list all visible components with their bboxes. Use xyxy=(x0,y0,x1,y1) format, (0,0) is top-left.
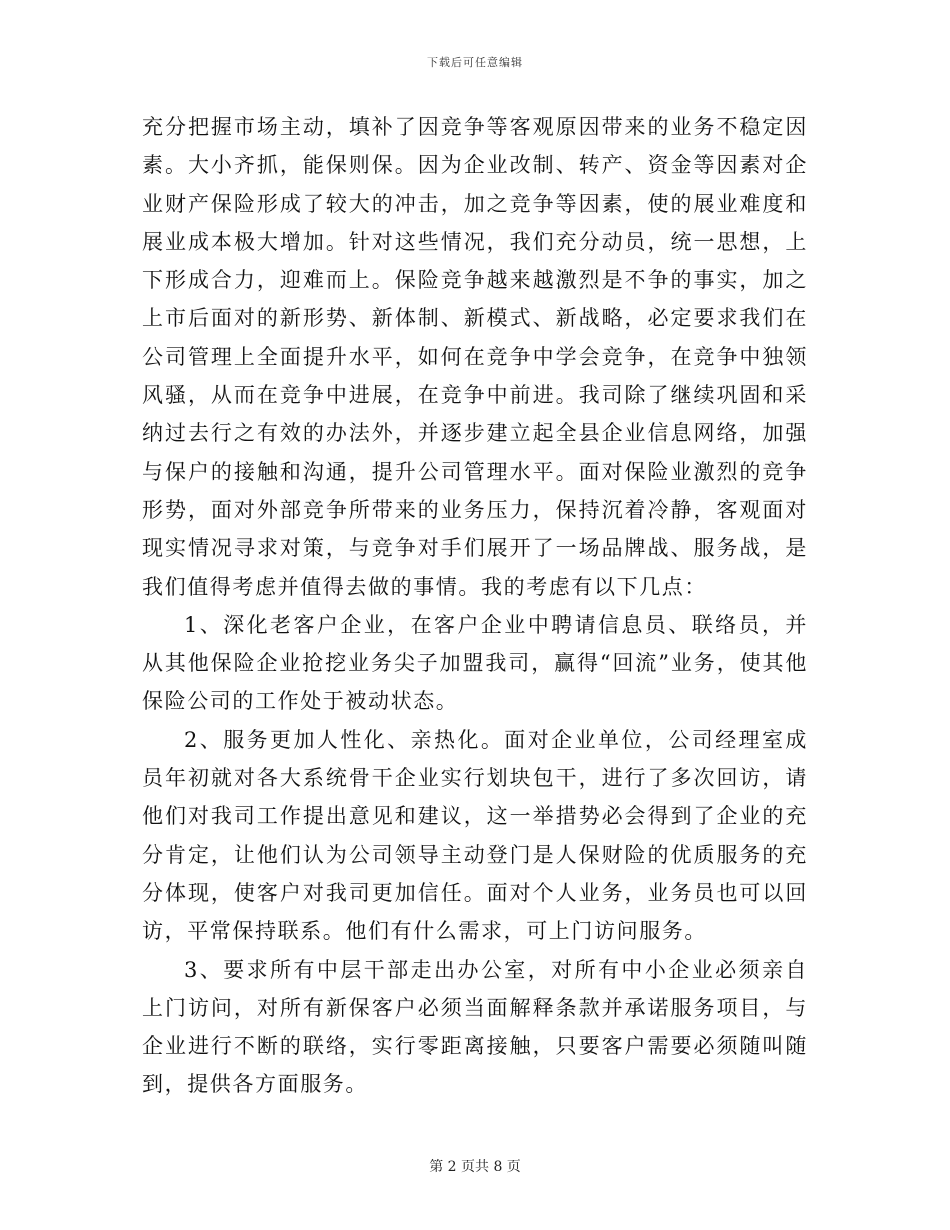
page-header: 下载后可任意编辑 xyxy=(427,56,523,69)
document-body xyxy=(142,108,808,1104)
list-item-paragraph: 3、要求所有中层干部走出办公室，对所有中小企业必须亲自上门访问，对所有新保客户必须当面解释条款并承诺服务项目，与企业进行不断的联络，实行零距离接触，只要客户需要必须随叫随到，提供各方面服务。 xyxy=(142,957,808,1097)
body-paragraph: 充分把握市场主动，填补了因竞争等客观原因带来的业务不稳定因素。大小齐抓，能保则保。因为企业改制、转产、资金等因素对企业财产保险形成了较大的冲击，加之竞争等因素，使的展业难度和展业成本极大增加。针对这些情况，我们充分动员，统一思想，上下形成合力，迎难而上。保险竞争越来越激烈是不争的事实，加之上市后面对的新形势、新体制、新模式、新战略，必定要求我们在公司管理上全面提升水平，如何在竞争中学会竞争，在竞争中独领风骚，从而在竞争中进展，在竞争中前进。我司除了继续巩固和采纳过去行之有效的办法外，并逐步建立起全县企业信息网络，加强与保户的接触和沟通，提升公司管理水平。面对保险业激烈的竞争形势，面对外部竞争所带来的业务压力，保持沉着冷静，客观面对现实情况寻求对策，与竞争对手们展开了一场品牌战、服务战，是我们值得考虑并值得去做的事情。我的考虑有以下几点： xyxy=(142,115,808,599)
page-number: 第 2 页共 8 页 xyxy=(429,1159,521,1175)
list-item-paragraph: 1、深化老客户企业，在客户企业中聘请信息员、联络员，并从其他保险企业抢挖业务尖子加盟我司，赢得“回流”业务，使其他保险公司的工作处于被动状态。 xyxy=(142,612,808,714)
list-item-paragraph: 2、服务更加人性化、亲热化。面对企业单位，公司经理室成员年初就对各大系统骨干企业实行划块包干，进行了多次回访，请他们对我司工作提出意见和建议，这一举措势必会得到了企业的充分肯定，让他们认为公司领导主动登门是人保财险的优质服务的充分体现，使客户对我司更加信任。面对个人业务，业务员也可以回访，平常保持联系。他们有什么需求，可上门访问服务。 xyxy=(142,727,808,944)
